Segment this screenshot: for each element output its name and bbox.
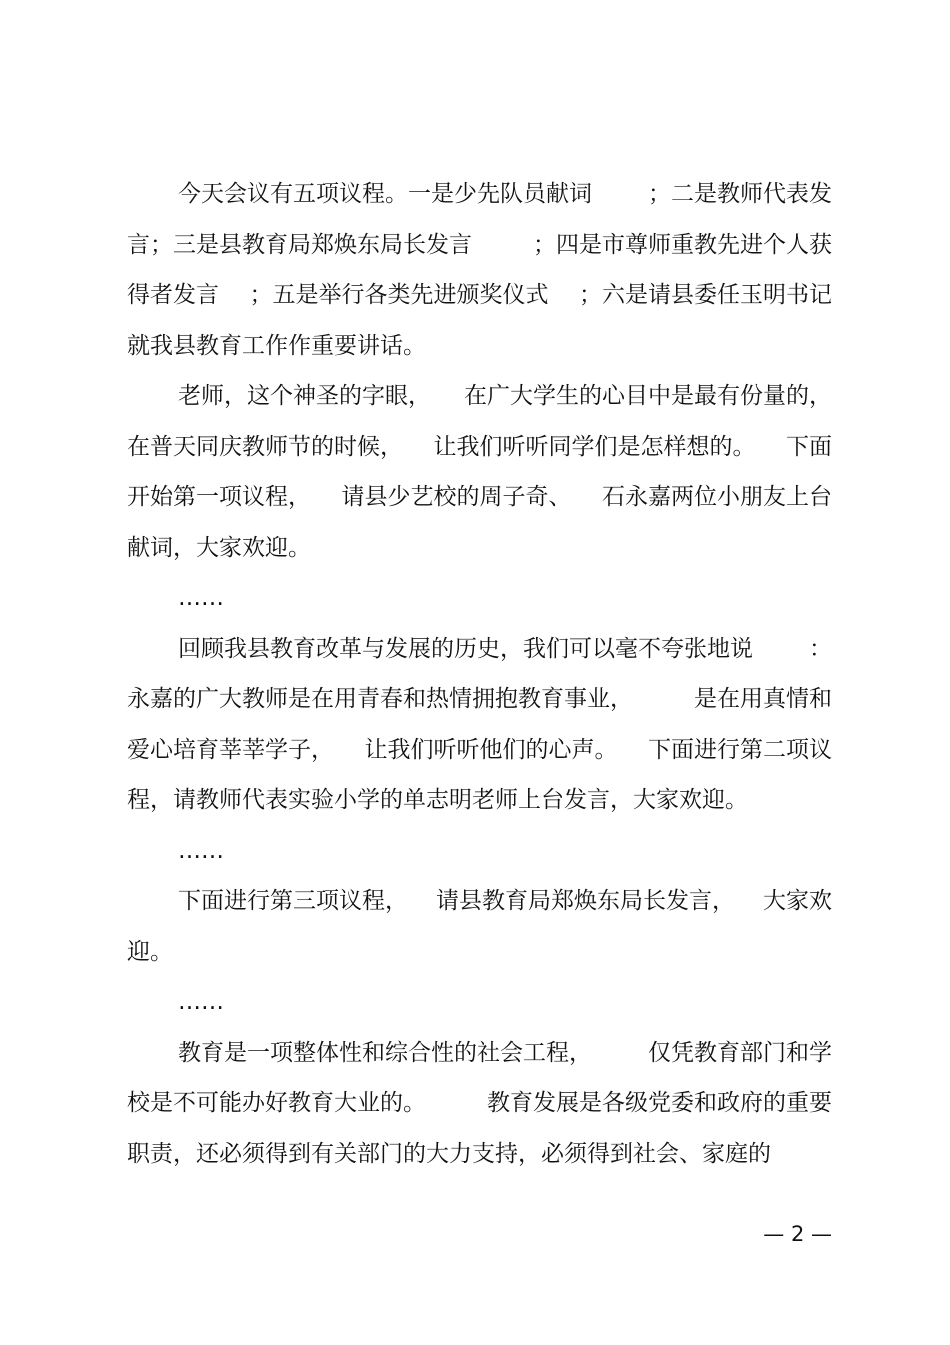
paragraph-line	[127, 1137, 832, 1171]
text-segment: 石永嘉两位小朋友上台	[602, 484, 832, 510]
paragraph-line	[127, 783, 832, 817]
text-segment: 教育是一项整体性和综合性的社会工程，	[178, 1040, 592, 1066]
text-segment: 今天会议有五项议程。一是少先队员献词	[178, 181, 592, 207]
paragraph-line	[127, 733, 832, 767]
text-segment: ；四是市尊师重教先进个人获	[533, 232, 832, 258]
paragraph-line	[127, 430, 832, 464]
text-segment: 仅凭教育部门和学	[648, 1040, 832, 1066]
paragraph-first-line	[178, 379, 832, 413]
text-segment: 回顾我县教育改革与发展的历史，我们可以毫不夸张地说	[178, 636, 753, 662]
text-segment: ：	[809, 636, 832, 662]
text-segment: 爱心培育莘莘学子，	[127, 737, 334, 763]
text-segment: ……	[178, 989, 224, 1015]
text-segment: ……	[178, 838, 224, 864]
paragraph-line	[127, 935, 832, 969]
paragraph-first-line	[178, 632, 832, 666]
text-segment: 就我县教育工作作重要讲话。	[127, 333, 426, 359]
paragraph-line	[127, 682, 832, 716]
text-segment: ；五是举行各类先进颁奖仪式	[249, 282, 549, 308]
text-segment: 迎。	[127, 939, 173, 965]
text-segment: ；二是教师代表发	[648, 181, 832, 207]
paragraph-line	[127, 1086, 832, 1120]
text-segment: 让我们听听他们的心声。	[364, 737, 618, 763]
paragraph-first-line	[178, 581, 832, 615]
paragraph-first-line	[178, 1036, 832, 1070]
text-segment: 下面进行第三项议程，	[178, 888, 408, 914]
text-segment: 老师，这个神圣的字眼，	[178, 383, 431, 409]
text-segment: 校是不可能办好教育大业的。	[127, 1090, 426, 1116]
paragraph-line	[127, 278, 832, 312]
text-segment: 在普天同庆教师节的时候，	[127, 434, 403, 460]
text-segment: 职责，还必须得到有关部门的大力支持，必须得到社会、家庭的	[127, 1141, 771, 1167]
text-segment: 请县少艺校的周子奇、	[341, 484, 572, 510]
paragraph-first-line	[178, 834, 832, 868]
text-segment: 永嘉的广大教师是在用青春和热情拥抱教育事业，	[127, 686, 633, 712]
text-segment: 是在用真情和	[694, 686, 832, 712]
paragraph-line	[127, 480, 832, 514]
text-segment: 在广大学生的心目中是最有份量的，	[464, 383, 832, 409]
paragraph-line	[127, 531, 832, 565]
text-segment: 教育发展是各级党委和政府的重要	[487, 1090, 832, 1116]
text-segment: ……	[178, 585, 224, 611]
text-segment: 大家欢	[763, 888, 832, 914]
paragraph-line	[127, 329, 832, 363]
paragraph-line	[127, 228, 832, 262]
text-segment: 下面进行第二项议	[648, 737, 832, 763]
text-segment: 请县教育局郑焕东局长发言，	[436, 888, 735, 914]
text-segment: 让我们听听同学们是怎样想的。	[433, 434, 756, 460]
text-segment: 程，请教师代表实验小学的单志明老师上台发言，大家欢迎。	[127, 787, 748, 813]
page-number: — 2 —	[763, 1222, 832, 1246]
paragraph-first-line	[178, 177, 832, 211]
paragraph-first-line	[178, 985, 832, 1019]
text-segment: 开始第一项议程，	[127, 484, 311, 510]
text-segment: 得者发言	[127, 282, 219, 308]
text-segment: 言；三是县教育局郑焕东局长发言	[127, 232, 472, 258]
paragraph-first-line	[178, 884, 832, 918]
text-segment: 献词，大家欢迎。	[127, 535, 311, 561]
text-segment: ；六是请县委任玉明书记	[579, 282, 832, 308]
text-segment: 下面	[786, 434, 832, 460]
